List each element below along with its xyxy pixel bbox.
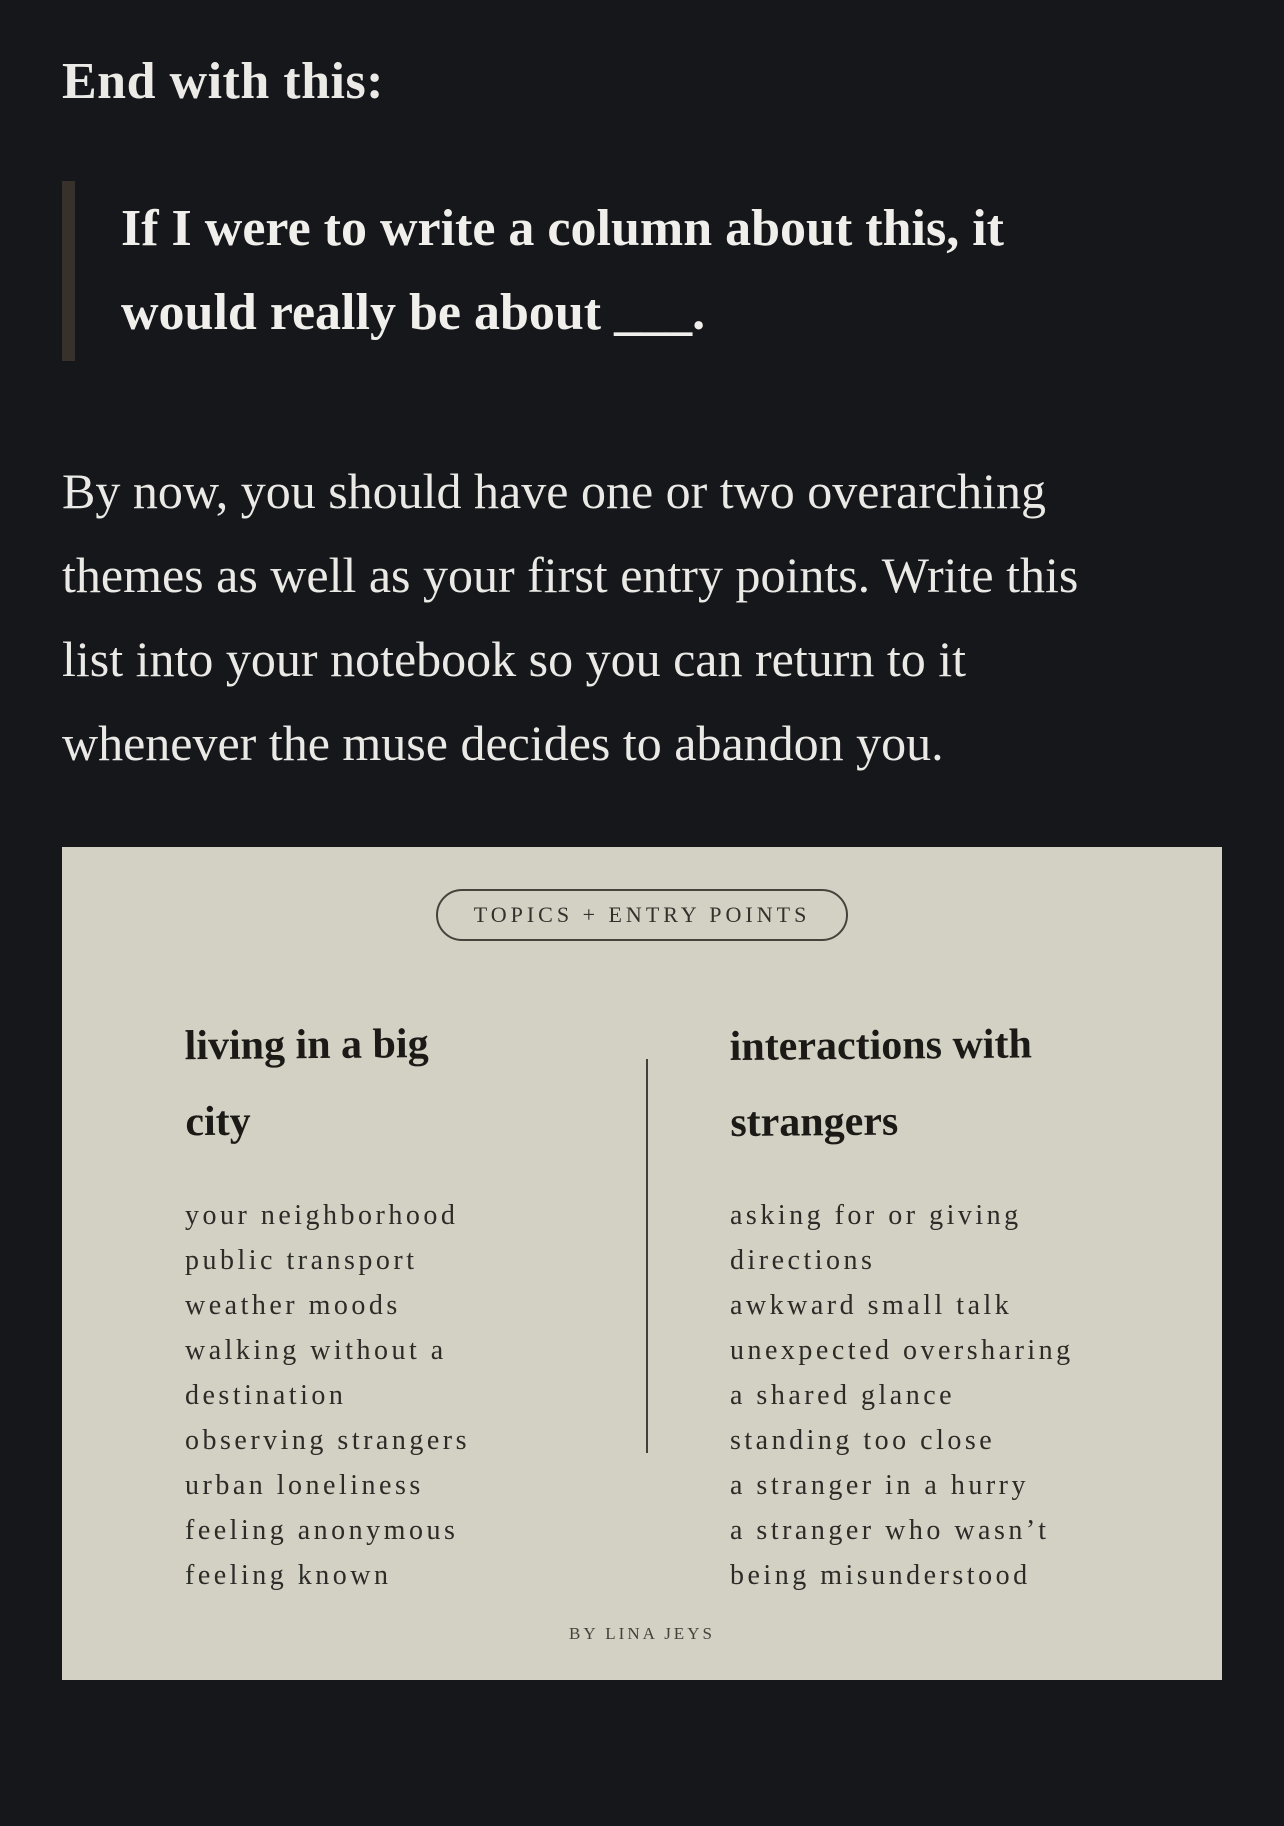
list-item: weather moods xyxy=(185,1290,401,1321)
badge-row xyxy=(62,847,1222,941)
pull-quote xyxy=(62,181,1131,361)
section-heading: End with this: xyxy=(62,53,384,110)
list-item: standing too close xyxy=(730,1425,996,1456)
list-item: a stranger who wasn’t xyxy=(730,1515,1050,1546)
topics-columns xyxy=(62,1007,1222,1598)
column-divider xyxy=(646,1059,648,1453)
topics-card xyxy=(62,847,1222,1680)
topic-list xyxy=(185,1193,646,1598)
list-item: your neighborhood xyxy=(185,1200,459,1231)
topics-badge: TOPICS + ENTRY POINTS xyxy=(436,889,849,941)
list-item: awkward small talk xyxy=(730,1290,1013,1321)
list-item: a stranger in a hurry xyxy=(730,1470,1029,1501)
list-item: feeling known xyxy=(185,1560,392,1591)
column-title: living in a big city xyxy=(184,1021,429,1146)
list-item: unexpected oversharing xyxy=(730,1335,1074,1366)
article-body xyxy=(0,0,1284,785)
paragraph: By now, you should have one or two overarching themes as well as your first entry points. Write this list into your notebook so you can return to it whenever the muse decides to abandon you. xyxy=(62,463,1079,771)
list-item: a shared glance xyxy=(730,1380,956,1411)
list-item: being misunderstood xyxy=(730,1560,1031,1591)
list-item: feeling anonymous xyxy=(185,1515,459,1546)
list-item: observing strangers xyxy=(185,1425,471,1456)
list-item: public transport xyxy=(185,1245,418,1276)
column-living-in-a-big-city xyxy=(185,1007,646,1598)
column-title: interactions with strangers xyxy=(729,1021,1033,1147)
list-item: urban loneliness xyxy=(185,1470,424,1501)
column-interactions-with-strangers xyxy=(646,1007,1200,1598)
list-item: asking for or giving directions xyxy=(730,1200,1022,1276)
topic-list xyxy=(730,1193,1200,1598)
list-item: walking without a destination xyxy=(185,1335,447,1411)
byline: BY LINA JEYS xyxy=(569,1624,715,1643)
pull-quote-text: If I were to write a column about this, it would really be about ___. xyxy=(121,200,1004,341)
